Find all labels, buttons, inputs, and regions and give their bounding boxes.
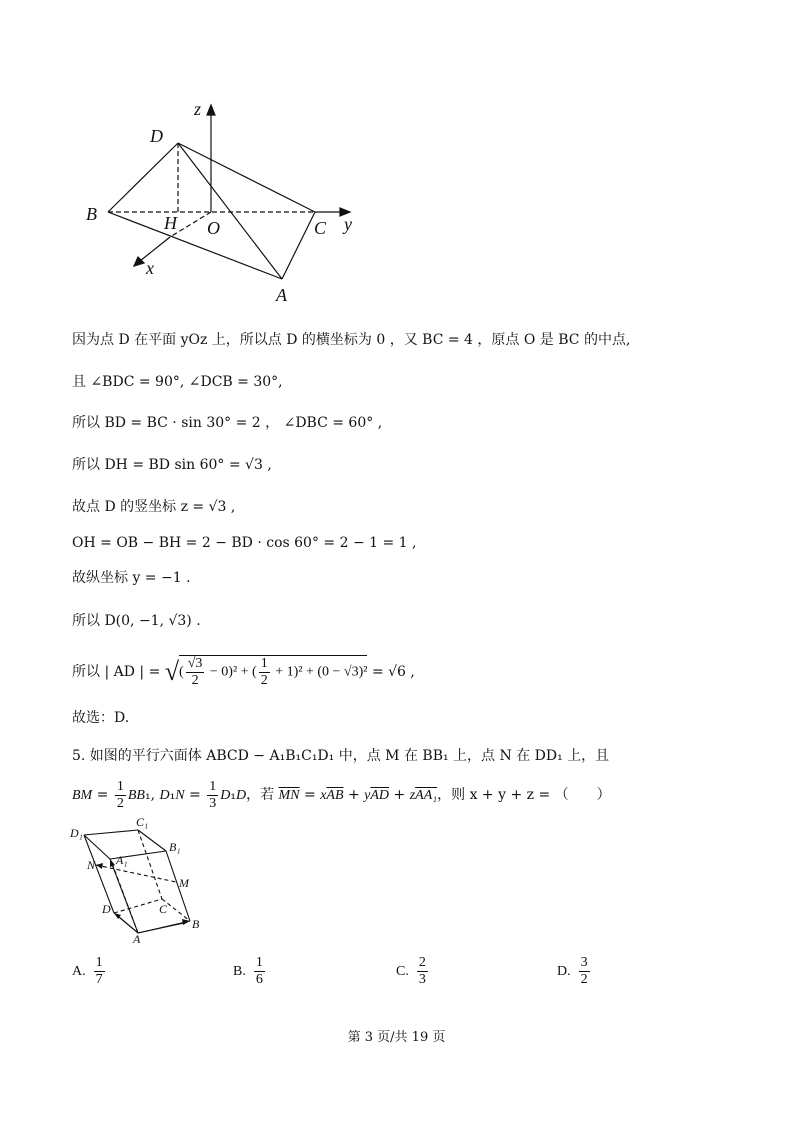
option-d[interactable]: [557, 955, 592, 988]
option-b-den: 6: [255, 972, 263, 987]
option-a-den: 7: [95, 972, 103, 987]
label-y: y: [344, 214, 352, 234]
solution-line-3: 所以 BD = BC · sin 30° = 2 ， ∠DBC = 60° ,: [72, 415, 383, 431]
label-d: D: [150, 126, 163, 146]
x-axis: [140, 237, 170, 261]
line9-suffix: = √6 ,: [371, 664, 415, 680]
distance-radicand: ( $\frac{√3}{2}$ − 0)² + ( $\frac{1}{2}$ + 1)² + (0 − √3)²: [179, 656, 368, 688]
label-m: M: [179, 876, 189, 890]
label-b: B: [192, 917, 200, 931]
option-d-letter: D.: [557, 963, 571, 979]
vector-ab: [138, 923, 184, 933]
edge-c1c: [138, 830, 162, 899]
option-a-letter: A.: [72, 963, 86, 979]
option-a-num: 1: [95, 955, 103, 970]
label-a1: A₁: [116, 853, 128, 867]
label-b1: B₁: [169, 840, 181, 854]
solution-line-7: 故纵坐标 y = −1 .: [72, 570, 191, 586]
figure-tetrahedron: [80, 95, 370, 310]
option-c-den: 3: [418, 972, 426, 987]
question-5-line-2: BM = $\frac{1}{2}$ BB₁, D₁N = $\frac{1}{3}$ D₁D，若 $\overline{MN} = x\overline{AB} + y\overline{AD} + zAA_1$，则 x + y + z = （ ）: [72, 778, 611, 811]
option-b-num: 1: [255, 955, 263, 970]
label-h: H: [164, 213, 177, 233]
solution-line-9: 所以 | AD | = √( $\frac{√3}{2}$ − 0)² + ( $\frac{1}{2}$ + 1)² + (0 − √3)² = √6 ,: [72, 656, 415, 688]
label-z: z: [194, 99, 202, 119]
edge-ca: [282, 212, 315, 279]
option-c-letter: C.: [396, 963, 409, 979]
question-5-line-1: 5. 如图的平行六面体 ABCD − A₁B₁C₁D₁ 中，点 M 在 BB₁ 上，点 N 在 DD₁ 上，且: [72, 748, 610, 764]
solution-line-1: 因为点 D 在平面 yOz 上，所以点 D 的横坐标为 0 ，又 BC = 4 ，原点 O 是 BC 的中点,: [72, 332, 631, 348]
option-c[interactable]: [396, 955, 430, 988]
option-a[interactable]: [72, 955, 107, 988]
question-5-tail: ，则 x + y + z = （ ）: [437, 787, 611, 803]
edge-c1b1: [138, 830, 166, 851]
label-d1: D₁: [70, 826, 83, 840]
z-axis-arrow: [207, 105, 215, 115]
option-d-den: 2: [580, 972, 588, 987]
label-o: O: [207, 218, 220, 238]
edge-dc: [114, 899, 162, 913]
figure-parallelepiped: [66, 815, 226, 945]
edge-d1c1: [84, 830, 138, 835]
option-b-letter: B.: [233, 963, 246, 979]
vector-mn: [96, 865, 176, 882]
label-c: C: [314, 218, 327, 238]
label-a: A: [276, 285, 287, 305]
line9-prefix: 所以 | AD | =: [72, 664, 161, 680]
solution-line-6: OH = OB − BH = 2 − BD · cos 60° = 2 − 1 = 1 ,: [72, 535, 417, 551]
solution-line-4: 所以 DH = BD sin 60° = √3 ,: [72, 457, 272, 473]
page-footer: 第 3 页/共 19 页: [347, 1030, 446, 1045]
solution-line-5: 故点 D 的竖坐标 z = √3 ,: [72, 499, 236, 515]
edge-dc: [178, 143, 315, 212]
solution-line-2: 且 ∠BDC = 90°, ∠DCB = 30°,: [72, 374, 283, 390]
edge-bd: [108, 143, 178, 212]
label-d: D: [102, 902, 111, 916]
label-c1: C₁: [136, 815, 149, 829]
option-b[interactable]: [233, 955, 267, 988]
label-x: x: [146, 258, 154, 278]
option-d-num: 3: [580, 955, 588, 970]
label-a: A: [133, 932, 141, 945]
label-b: B: [86, 204, 97, 224]
label-c: C: [159, 902, 168, 916]
label-n: N: [87, 858, 96, 872]
solution-line-8: 所以 D(0, −1, √3) .: [72, 613, 201, 629]
edge-a1d1: [84, 835, 110, 859]
solution-line-10: 故选：D.: [72, 710, 130, 726]
option-c-num: 2: [418, 955, 426, 970]
